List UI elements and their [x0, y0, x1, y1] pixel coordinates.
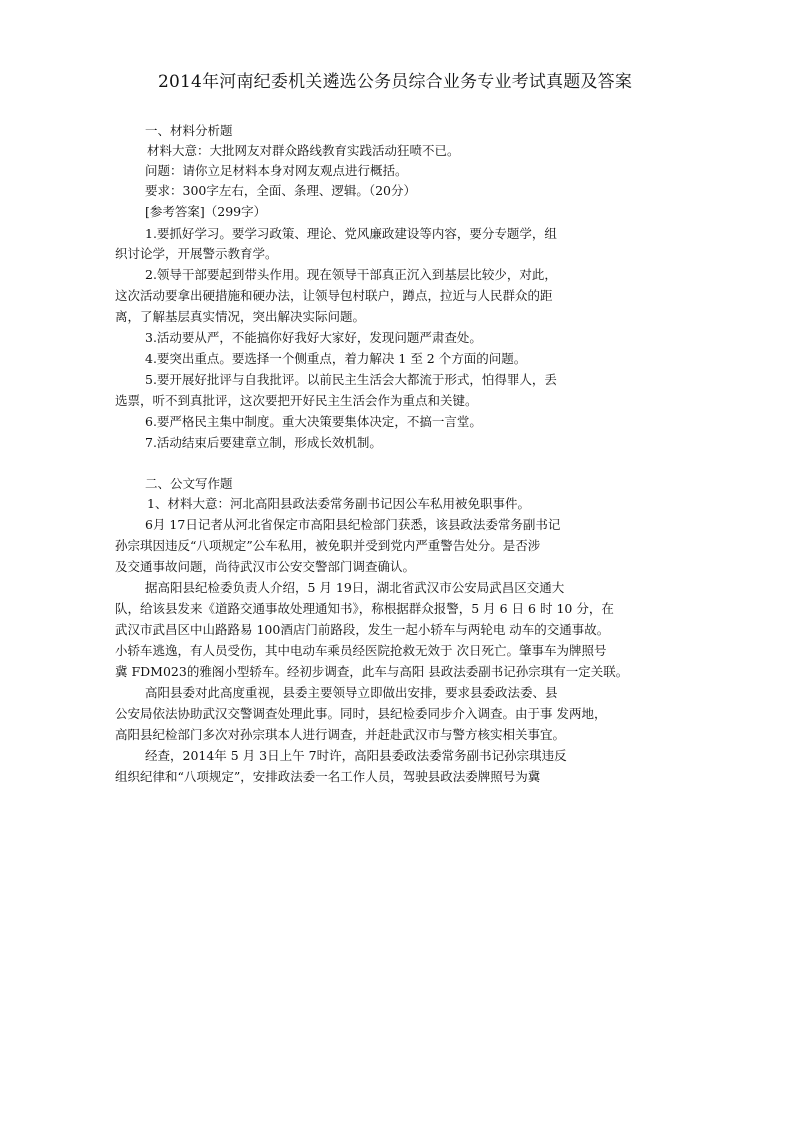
answer-line: 3.活动要从严，不能搞你好我好大家好，发现问题严肃查处。 [145, 330, 482, 345]
document-title: 2014年河南纪委机关遴选公务员综合业务专业考试真题及答案 [158, 72, 633, 92]
section1-answer-heading: [参考答案]（299字） [145, 204, 267, 219]
answer-line: 选票，听不到真批评，这次要把开好民主生活会作为重点和关键。 [115, 393, 478, 408]
section2-line: 冀 FDM023的雅阁小型轿车。经初步调查，此车与高阳 县政法委副书记孙宗琪有一定关联。 [115, 664, 629, 679]
answer-line: 7.活动结束后要建章立制，形成长效机制。 [145, 435, 382, 450]
answer-line: 这次活动要拿出硬措施和硬办法，让领导包村联户，蹲点，拉近与人民群众的距 [115, 288, 553, 303]
answer-line: 6.要严格民主集中制度。重大决策要集体决定，不搞一言堂。 [145, 414, 482, 429]
section1-question: 问题：请你立足材料本身对网友观点进行概括。 [145, 163, 408, 178]
section2-line: 孙宗琪因违反“八项规定”公车私用，被免职并受到党内严重警告处分。是否涉 [115, 538, 541, 553]
section1-heading: 一、材料分析题 [145, 123, 233, 138]
section2-line: 武汉市武昌区中山路路易 100酒店门前路段，发生一起小轿车与两轮电 动车的交通事故。 [115, 622, 610, 637]
section2-line: 高阳县委对此高度重视，县委主要领导立即做出安排，要求县委政法委、县 [145, 685, 558, 700]
answer-line: 4.要突出重点。要选择一个侧重点，着力解决 1 至 2 个方面的问题。 [145, 351, 527, 366]
section2-line: 高阳县纪检部门多次对孙宗琪本人进行调查，并赶赴武汉市与警方核实相关事宜。 [115, 727, 566, 742]
section2-line: 公安局依法协助武汉交警调查处理此事。同时，县纪检委同步介入调查。由于事 发两地， [115, 706, 607, 721]
section2-line: 1、材料大意：河北高阳县政法委常务副书记因公车私用被免职事件。 [147, 496, 530, 511]
section2-line: 6月 17日记者从河北省保定市高阳县纪检部门获悉，该县政法委常务副书记 [145, 517, 561, 532]
answer-line: 织讨论学，开展警示教育学。 [115, 246, 278, 261]
section1-material: 材料大意：大批网友对群众路线教育实践活动狂喷不已。 [147, 143, 460, 158]
section2-line: 据高阳县纪检委负责人介绍，5 月 19日，湖北省武汉市公安局武昌区交通大 [145, 580, 565, 595]
section2-heading: 二、公文写作题 [145, 476, 233, 491]
section2-line: 及交通事故问题，尚待武汉市公安交警部门调查确认。 [115, 559, 416, 574]
answer-line: 1.要抓好学习。要学习政策、理论、党风廉政建设等内容，要分专题学，组 [145, 226, 557, 241]
section2-line: 队，给该县发来《道路交通事故处理通知书》，称根据群众报警，5 月 6 日 6 时 10 分，在 [115, 601, 614, 616]
answer-line: 2.领导干部要起到带头作用。现在领导干部真正沉入到基层比较少，对此， [145, 267, 557, 282]
section1-requirement: 要求：300字左右，全面、条理、逻辑。（20分） [145, 183, 417, 198]
section2-line: 组织纪律和“八项规定”，安排政法委一名工作人员，驾驶县政法委牌照号为冀 [115, 769, 541, 784]
section2-line: 经查，2014年 5 月 3日上午 7时许，高阳县委政法委常务副书记孙宗琪违反 [145, 748, 567, 763]
answer-line: 离，了解基层真实情况，突出解决实际问题。 [115, 309, 366, 324]
section2-line: 小轿车逃逸，有人员受伤，其中电动车乘员经医院抢救无效于 次日死亡。肇事车为牌照号 [115, 643, 607, 658]
answer-line: 5.要开展好批评与自我批评。以前民主生活会大都流于形式，怕得罪人，丢 [145, 372, 557, 387]
